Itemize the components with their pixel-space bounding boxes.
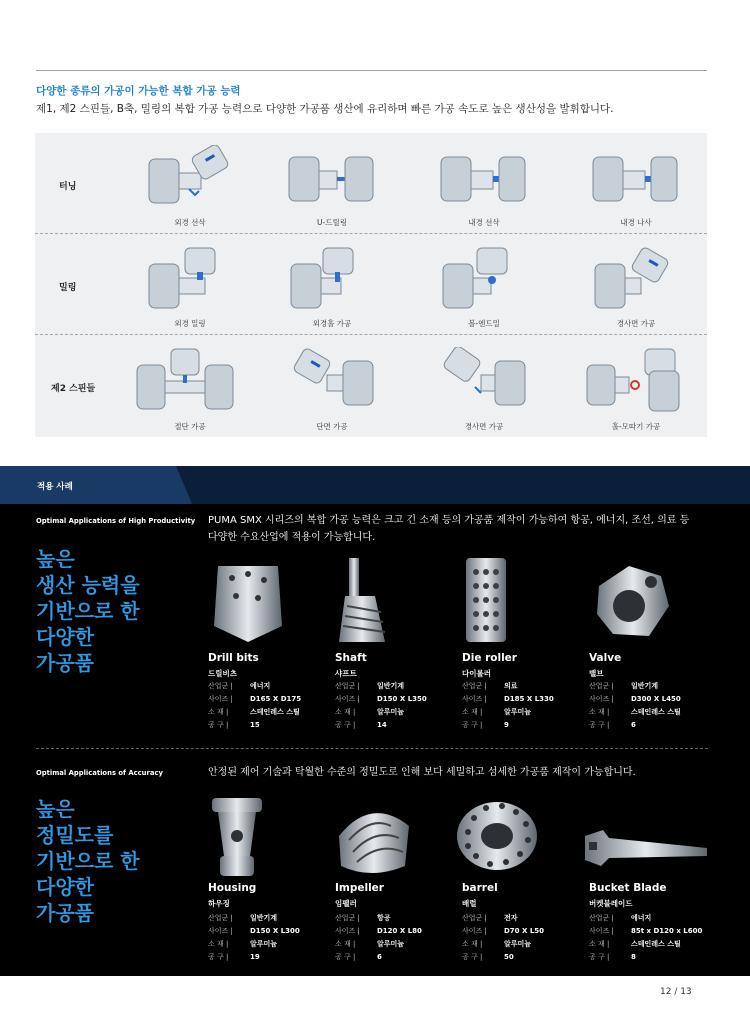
spec-value: 알루미늄: [250, 940, 278, 948]
spec-key: 소 재 |: [208, 708, 229, 716]
product-name: Shaft: [335, 652, 367, 664]
headline-line: 높은: [36, 797, 75, 821]
spec-key: 산업군 |: [335, 682, 360, 690]
intro-line: 다양한 수요산업에 적용이 가능합니다.: [208, 532, 376, 543]
machining-illustration: [439, 246, 529, 316]
group-intro: [208, 764, 636, 781]
spec-key: 공 구 |: [589, 953, 610, 961]
spec-row: [208, 707, 300, 717]
group-subtitle: Optimal Applications of Accuracy: [36, 769, 163, 777]
capability-caption: 단면 가공: [316, 422, 348, 431]
headline-line: 다양한: [36, 625, 94, 649]
headline-line: 가공품: [36, 651, 94, 675]
applications-section: [0, 466, 750, 976]
applications-tab-label: 적용 사례: [37, 482, 73, 492]
product-korean-name: 샤프트: [335, 669, 357, 678]
housing-image: [208, 796, 278, 882]
spec-value: D300 X L450: [631, 695, 681, 703]
spec-key: 공 구 |: [335, 721, 356, 729]
product-name: Die roller: [462, 652, 517, 664]
spec-key: 사이즈 |: [208, 927, 233, 935]
spec-value: 8: [631, 953, 636, 961]
spec-row: [208, 926, 300, 936]
top-rule: [36, 70, 707, 71]
spec-key: 사이즈 |: [589, 695, 614, 703]
spec-value: D165 X D175: [250, 695, 302, 703]
headline-line: 기반으로 한: [36, 599, 140, 623]
group-headline: [36, 796, 140, 926]
machining-illustration: [591, 145, 681, 215]
spec-row: [335, 694, 427, 704]
section-title: 다양한 종류의 가공이 가능한 복합 가공 능력: [36, 85, 241, 97]
spec-key: 소 재 |: [335, 940, 356, 948]
spec-value: 항공: [377, 914, 391, 922]
section-description: 제1, 제2 스핀들, B축, 밀링의 복합 가공 능력으로 다양한 가공품 생산에 유리하며 빠른 가공 속도로 높은 생산성을 발휘합니다.: [36, 103, 614, 115]
capability-caption: 볼-엔드밀: [468, 319, 500, 328]
spec-row: [462, 939, 531, 949]
capability-row-turning: [35, 133, 707, 233]
capability-row-sub-spindle: [35, 335, 707, 437]
spec-value: 15: [250, 721, 260, 729]
product-korean-name: 버켓블레이드: [589, 899, 633, 908]
spec-row: [208, 952, 260, 962]
spec-key: 사이즈 |: [589, 927, 614, 935]
capability-caption: 경사면 가공: [464, 422, 504, 431]
spec-key: 사이즈 |: [335, 695, 360, 703]
machining-illustration: [439, 145, 529, 215]
spec-row: [462, 681, 518, 691]
machining-illustration: [135, 347, 235, 417]
group-intro: [208, 512, 689, 546]
spec-value: 일반기계: [377, 682, 405, 690]
spec-value: 19: [250, 953, 260, 961]
spec-row: [589, 926, 702, 936]
spec-key: 소 재 |: [462, 708, 483, 716]
product-korean-name: 배럴: [462, 899, 477, 908]
machining-illustration: [287, 347, 377, 417]
spec-key: 산업군 |: [462, 682, 487, 690]
product-name: Drill bits: [208, 652, 259, 664]
spec-row: [589, 913, 651, 923]
spec-row: [462, 913, 518, 923]
spec-row: [208, 913, 277, 923]
product-name: barrel: [462, 882, 498, 894]
machining-illustration: [585, 347, 685, 417]
spec-row: [335, 939, 404, 949]
spec-key: 사이즈 |: [462, 927, 487, 935]
capability-caption: 홀-모따기 가공: [611, 422, 661, 431]
spec-key: 공 구 |: [208, 953, 229, 961]
spec-row: [589, 939, 681, 949]
applications-tab: [0, 466, 192, 504]
impeller-image: [335, 796, 415, 882]
headline-line: 기반으로 한: [36, 849, 140, 873]
spec-key: 소 재 |: [462, 940, 483, 948]
capability-panel: [35, 133, 707, 437]
product-name: Bucket Blade: [589, 882, 667, 894]
spec-row: [208, 939, 277, 949]
spec-key: 소 재 |: [335, 708, 356, 716]
spec-value: 85t x D120 x L600: [631, 927, 703, 935]
spec-row: [208, 720, 260, 730]
machining-illustration: [439, 347, 529, 417]
capability-caption: 내경 나사: [620, 218, 652, 227]
headline-line: 정밀도를: [36, 823, 114, 847]
capability-caption: 내경 선삭: [468, 218, 500, 227]
spec-value: 스테인레스 스틸: [250, 708, 300, 716]
spec-row: [589, 707, 681, 717]
product-korean-name: 임펠러: [335, 899, 357, 908]
spec-key: 공 구 |: [589, 721, 610, 729]
headline-line: 생산 능력을: [36, 573, 140, 597]
capability-caption: 절단 가공: [174, 422, 206, 431]
spec-value: 6: [631, 721, 636, 729]
spec-value: 의료: [504, 682, 518, 690]
spec-value: 에너지: [631, 914, 652, 922]
valve-image: [589, 556, 679, 646]
product-korean-name: 하우징: [208, 899, 230, 908]
spec-value: 14: [377, 721, 387, 729]
spec-key: 산업군 |: [462, 914, 487, 922]
product-korean-name: 드릴비츠: [208, 669, 237, 678]
machining-illustration: [145, 145, 235, 215]
spec-row: [335, 952, 382, 962]
headline-line: 다양한: [36, 875, 94, 899]
spec-value: 알루미늄: [377, 708, 405, 716]
capability-caption: U-드릴링: [317, 218, 347, 227]
capability-row-milling: [35, 234, 707, 334]
group-subtitle: Optimal Applications of High Productivity: [36, 517, 196, 525]
spec-row: [589, 694, 681, 704]
spec-value: 6: [377, 953, 382, 961]
spec-row: [589, 952, 636, 962]
capability-caption: 외경 선삭: [174, 218, 206, 227]
spec-value: 알루미늄: [504, 708, 532, 716]
spec-value: D150 X L350: [377, 695, 427, 703]
spec-row: [335, 720, 387, 730]
spec-row: [462, 926, 544, 936]
group-divider: [36, 748, 708, 749]
product-korean-name: 다이롤러: [462, 669, 491, 678]
spec-key: 사이즈 |: [208, 695, 233, 703]
spec-key: 공 구 |: [208, 721, 229, 729]
machining-illustration: [287, 246, 377, 316]
spec-value: 일반기계: [631, 682, 659, 690]
headline-line: 가공품: [36, 901, 94, 925]
spec-row: [462, 694, 554, 704]
bucket-blade-image: [579, 796, 709, 882]
spec-key: 산업군 |: [208, 682, 233, 690]
spec-row: [335, 681, 404, 691]
shaft-image: [335, 556, 415, 646]
spec-value: D150 X L300: [250, 927, 300, 935]
spec-row: [589, 681, 658, 691]
spec-value: 스테인레스 스틸: [631, 708, 681, 716]
spec-value: 스테인레스 스틸: [631, 940, 681, 948]
drill-bit-image: [208, 556, 288, 646]
spec-value: 알루미늄: [504, 940, 532, 948]
spec-key: 소 재 |: [589, 940, 610, 948]
product-name: Valve: [589, 652, 622, 664]
intro-line: PUMA SMX 시리즈의 복합 가공 능력은 크고 긴 소재 등의 가공품 제작이 가능하여 항공, 에너지, 조선, 의료 등: [208, 515, 690, 526]
spec-row: [462, 720, 509, 730]
capability-caption: 외경홀 가공: [312, 319, 352, 328]
spec-key: 소 재 |: [589, 708, 610, 716]
spec-value: 일반기계: [250, 914, 278, 922]
machining-illustration: [591, 246, 681, 316]
spec-key: 공 구 |: [462, 953, 483, 961]
spec-value: D70 X L50: [504, 927, 545, 935]
product-korean-name: 밸브: [589, 669, 604, 678]
spec-value: 에너지: [250, 682, 271, 690]
spec-value: D185 X L330: [504, 695, 554, 703]
spec-key: 공 구 |: [335, 953, 356, 961]
spec-row: [589, 720, 636, 730]
spec-row: [208, 681, 270, 691]
row-label: 제2 스핀들: [51, 384, 96, 394]
spec-row: [335, 707, 404, 717]
spec-key: 공 구 |: [462, 721, 483, 729]
row-label: 밀링: [59, 283, 77, 293]
spec-value: 전자: [504, 914, 518, 922]
product-name: Housing: [208, 882, 257, 894]
spec-row: [462, 952, 514, 962]
spec-row: [462, 707, 531, 717]
product-name: Impeller: [335, 882, 384, 894]
capability-caption: 경사면 가공: [616, 319, 656, 328]
spec-row: [335, 926, 422, 936]
barrel-image: [452, 796, 542, 882]
spec-key: 산업군 |: [589, 682, 614, 690]
capability-caption: 외경 밀링: [174, 319, 206, 328]
intro-line: 안정된 제어 기술과 탁월한 수준의 정밀도로 인해 보다 세밀하고 섬세한 가공품 제작이 가능합니다.: [208, 767, 636, 778]
spec-key: 사이즈 |: [462, 695, 487, 703]
spec-row: [208, 694, 301, 704]
machining-illustration: [145, 246, 235, 316]
spec-key: 산업군 |: [335, 914, 360, 922]
row-label: 터닝: [59, 182, 77, 192]
spec-value: 50: [504, 953, 514, 961]
headline-line: 높은: [36, 547, 75, 571]
page-number: 12 / 13: [660, 987, 692, 997]
spec-value: D120 X L80: [377, 927, 422, 935]
spec-key: 사이즈 |: [335, 927, 360, 935]
machining-illustration: [287, 145, 377, 215]
spec-value: 9: [504, 721, 509, 729]
die-roller-image: [462, 556, 542, 646]
group-headline: [36, 546, 140, 676]
spec-value: 알루미늄: [377, 940, 405, 948]
spec-row: [335, 913, 391, 923]
spec-key: 산업군 |: [589, 914, 614, 922]
spec-key: 산업군 |: [208, 914, 233, 922]
applications-header-bar: [0, 466, 750, 504]
spec-key: 소 재 |: [208, 940, 229, 948]
